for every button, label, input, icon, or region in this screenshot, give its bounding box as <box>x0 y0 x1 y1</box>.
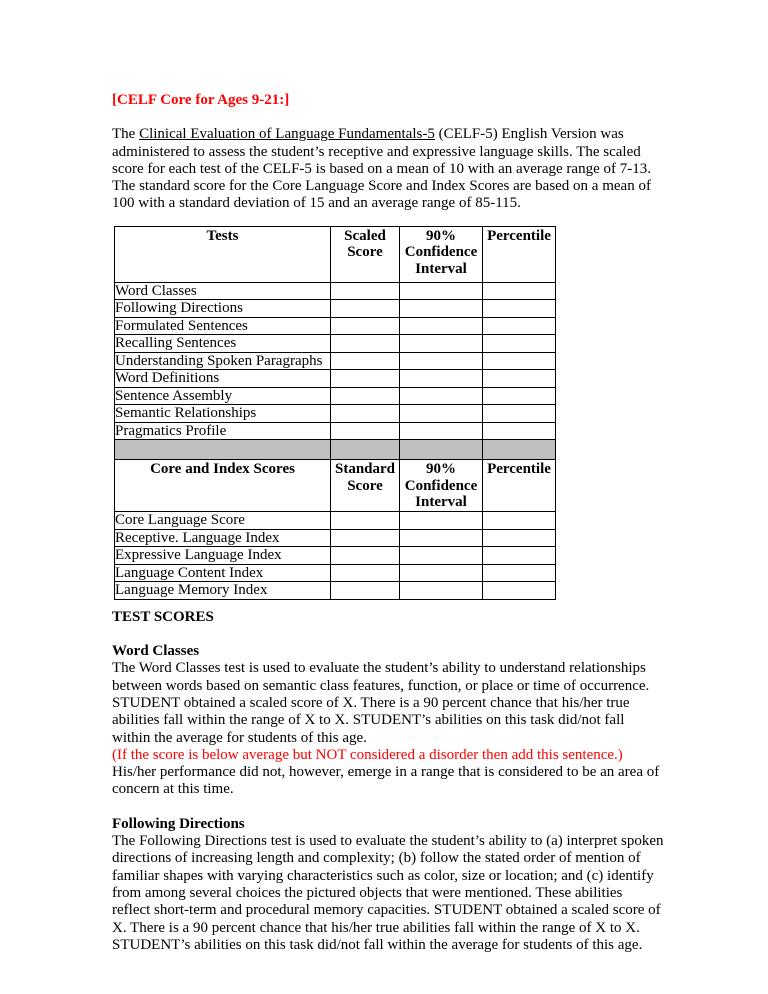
percentile-cell <box>483 422 556 440</box>
scores-table <box>114 226 556 600</box>
table-row-language-memory-index <box>115 582 556 600</box>
word-classes-heading: Word Classes <box>112 643 200 660</box>
scaled-score-cell <box>331 282 400 300</box>
test-scores-title: TEST SCORES <box>112 608 214 625</box>
confidence-interval-cell <box>400 529 483 547</box>
document-heading: [CELF Core for Ages 9-21:] <box>112 92 290 108</box>
confidence-interval-cell <box>400 352 483 370</box>
scaled-score-cell <box>331 387 400 405</box>
percentile-cell <box>483 317 556 335</box>
percentile-cell <box>483 564 556 582</box>
table-row-expressive-language-index <box>115 547 556 565</box>
percentile-header-cell: Percentile <box>483 226 556 282</box>
divider-cell <box>483 440 556 460</box>
confidence-interval-cell <box>400 405 483 423</box>
confidence-interval-cell <box>400 370 483 388</box>
confidence-interval-cell <box>400 422 483 440</box>
confidence-interval-cell <box>400 387 483 405</box>
following-directions-heading: Following Directions <box>112 815 245 832</box>
table-row-understanding-spoken-paragraphs <box>115 352 556 370</box>
intro-text-pre: The <box>112 126 140 143</box>
test-name-cell: Pragmatics Profile <box>115 422 331 440</box>
table-row-core-language-score <box>115 512 556 530</box>
word-classes-body: The Word Classes test is used to evaluate the student’s ability to understand relationships between words based on semantic class features, function, or place or time of occurrence. STUDENT obtained a scaled score of X. There is a 90 percent chance that his/her true abilities fall within the range of X to X. STUDENT’s abilities on this task did/not fall within the average for students of this age. <box>112 660 650 746</box>
table-row-formulated-sentences <box>115 317 556 335</box>
table-row-recalling-sentences <box>115 335 556 353</box>
intro-text-post: (CELF-5) English Version was administered to assess the student’s receptive and expressive language skills. The scaled score for each test of the CELF-5 is based on a mean of 10 with an average range of 7-13. The standard score for the Core Language Score and Index Scores are based on a mean of 100 with a standard deviation of 15 and an average range of 85-115. <box>112 126 651 212</box>
intro-test-name-underlined: Clinical Evaluation of Language Fundamentals-5 <box>139 126 435 143</box>
confidence-interval-cell <box>400 300 483 318</box>
percentile-cell <box>483 282 556 300</box>
table-row-semantic-relationships <box>115 405 556 423</box>
table-row-language-content-index <box>115 564 556 582</box>
scaled-score-cell <box>331 335 400 353</box>
scaled-score-cell <box>331 300 400 318</box>
percentile-cell <box>483 529 556 547</box>
score-name-cell: Expressive Language Index <box>115 547 331 565</box>
percentile-cell <box>483 512 556 530</box>
test-name-cell: Word Classes <box>115 282 331 300</box>
score-name-cell: Core Language Score <box>115 512 331 530</box>
confidence-interval-cell <box>400 335 483 353</box>
intro-paragraph <box>112 126 664 212</box>
word-classes-followup: His/her performance did not, however, emerge in a range that is considered to be an area of concern at this time. <box>112 764 660 798</box>
standard-score-cell <box>331 582 400 600</box>
scaled-score-cell <box>331 422 400 440</box>
scaled-score-cell <box>331 370 400 388</box>
test-name-cell: Sentence Assembly <box>115 387 331 405</box>
percentile-cell <box>483 387 556 405</box>
core-index-header-cell: Core and Index Scores <box>115 460 331 512</box>
test-name-cell: Semantic Relationships <box>115 405 331 423</box>
percentile-cell <box>483 547 556 565</box>
tests-header-row <box>115 226 556 282</box>
score-name-cell: Language Memory Index <box>115 582 331 600</box>
standard-score-cell <box>331 547 400 565</box>
percentile-cell <box>483 370 556 388</box>
confidence-interval-cell <box>400 282 483 300</box>
table-row-following-directions <box>115 300 556 318</box>
divider-cell <box>115 440 331 460</box>
confidence-interval-cell <box>400 582 483 600</box>
scaled-score-cell <box>331 352 400 370</box>
core-index-header-row <box>115 460 556 512</box>
confidence-interval-header-cell: 90% Confidence Interval <box>400 226 483 282</box>
test-name-cell: Following Directions <box>115 300 331 318</box>
standard-score-header-cell: Standard Score <box>331 460 400 512</box>
tests-header-cell: Tests <box>115 226 331 282</box>
confidence-interval-cell <box>400 564 483 582</box>
test-name-cell: Recalling Sentences <box>115 335 331 353</box>
score-name-cell: Receptive. Language Index <box>115 529 331 547</box>
table-row-receptive-language-index <box>115 529 556 547</box>
percentile-cell <box>483 582 556 600</box>
score-name-cell: Language Content Index <box>115 564 331 582</box>
gray-divider-row <box>115 440 556 460</box>
table-row-word-classes <box>115 282 556 300</box>
standard-score-cell <box>331 564 400 582</box>
divider-cell <box>400 440 483 460</box>
scaled-score-cell <box>331 317 400 335</box>
scaled-score-header-cell: Scaled Score <box>331 226 400 282</box>
divider-cell <box>331 440 400 460</box>
following-directions-body: The Following Directions test is used to evaluate the student’s ability to (a) interpret spoken directions of increasing length and complexity; (b) follow the stated order of mention of familiar shapes with varying characteristics such as color, size or location; and (c) identify from among several choices the pictured objects that were mentioned. These abilities reflect short-term and procedural memory capacities. STUDENT obtained a scaled score of X. There is a 90 percent chance that his/her true abilities fall within the range of X to X. STUDENT’s abilities on this task did/not fall within the average for students of this age. <box>112 833 664 953</box>
standard-score-cell <box>331 512 400 530</box>
test-name-cell: Formulated Sentences <box>115 317 331 335</box>
percentile-header-cell: Percentile <box>483 460 556 512</box>
scaled-score-cell <box>331 405 400 423</box>
percentile-cell <box>483 335 556 353</box>
percentile-cell <box>483 352 556 370</box>
table-row-word-definitions <box>115 370 556 388</box>
word-classes-red-note: (If the score is below average but NOT considered a disorder then add this sentence.) <box>112 746 623 763</box>
percentile-cell <box>483 300 556 318</box>
test-name-cell: Word Definitions <box>115 370 331 388</box>
confidence-interval-cell <box>400 317 483 335</box>
confidence-interval-cell <box>400 547 483 565</box>
test-name-cell: Understanding Spoken Paragraphs <box>115 352 331 370</box>
standard-score-cell <box>331 529 400 547</box>
confidence-interval-header-cell: 90% Confidence Interval <box>400 460 483 512</box>
confidence-interval-cell <box>400 512 483 530</box>
table-row-pragmatics-profile <box>115 422 556 440</box>
percentile-cell <box>483 405 556 423</box>
table-row-sentence-assembly <box>115 387 556 405</box>
